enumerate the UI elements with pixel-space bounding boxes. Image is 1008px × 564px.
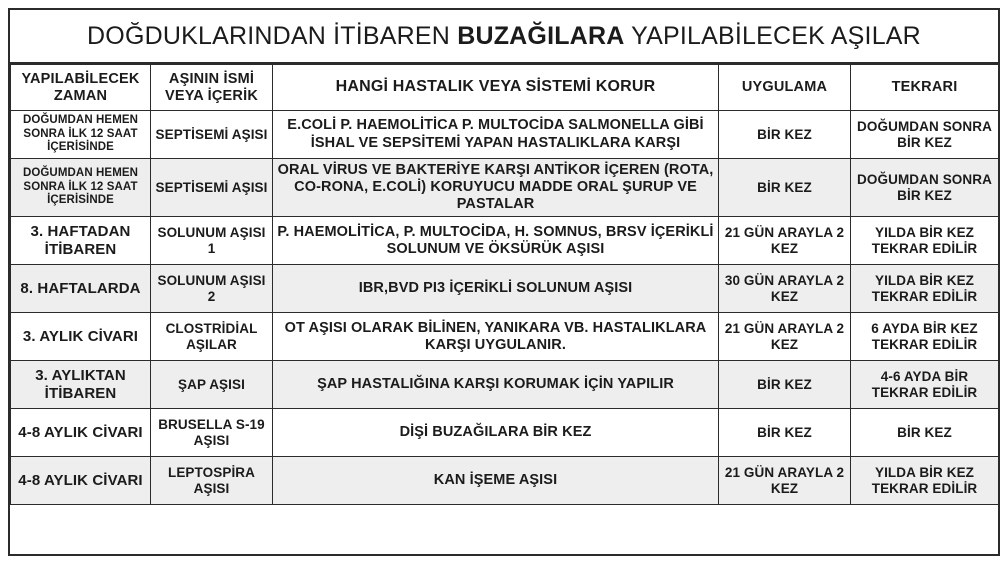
- document-title-row: [10, 10, 998, 64]
- cell-time: 3. HAFTADAN İTİBAREN: [11, 217, 151, 265]
- cell-disease: ORAL VİRUS VE BAKTERİYE KARŞI ANTİKOR İÇEREN (ROTA, CO-RONA, E.COLİ) KORUYUCU MADDE ORAL ŞURUP VE PASTALAR: [273, 159, 719, 217]
- cell-vaccine-name: SOLUNUM AŞISI 1: [151, 217, 273, 265]
- cell-time: 3. AYLIKTAN İTİBAREN: [11, 361, 151, 409]
- cell-disease: E.COLİ P. HAEMOLİTİCA P. MULTOCİDA SALMONELLA GİBİ İSHAL VE SEPSİTEMİ YAPAN HASTALIKLARA KARŞI: [273, 111, 719, 159]
- cell-disease: KAN İŞEME AŞISI: [273, 457, 719, 505]
- cell-vaccine-name: LEPTOSPİRA AŞISI: [151, 457, 273, 505]
- cell-disease: P. HAEMOLİTİCA, P. MULTOCİDA, H. SOMNUS, BRSV İÇERİKLİ SOLUNUM VE ÖKSÜRÜK AŞISI: [273, 217, 719, 265]
- cell-repeat: 6 AYDA BİR KEZ TEKRAR EDİLİR: [851, 313, 999, 361]
- column-header-vaccine-name: AŞININ İSMİ VEYA İÇERİK: [151, 65, 273, 111]
- cell-application: BİR KEZ: [719, 361, 851, 409]
- title-part-2: YAPILABİLECEK AŞILAR: [624, 21, 921, 50]
- cell-vaccine-name: CLOSTRİDİAL AŞILAR: [151, 313, 273, 361]
- column-header-time: YAPILABİLECEK ZAMAN: [11, 65, 151, 111]
- cell-application: 21 GÜN ARAYLA 2 KEZ: [719, 217, 851, 265]
- vaccination-table: [10, 64, 999, 505]
- table-row: [11, 409, 999, 457]
- column-header-repeat: TEKRARI: [851, 65, 999, 111]
- table-row: [11, 265, 999, 313]
- cell-disease: OT AŞISI OLARAK BİLİNEN, YANIKARA VB. HASTALIKLARA KARŞI UYGULANIR.: [273, 313, 719, 361]
- column-header-disease: HANGİ HASTALIK VEYA SİSTEMİ KORUR: [273, 65, 719, 111]
- cell-vaccine-name: BRUSELLA S-19 AŞISI: [151, 409, 273, 457]
- table-row: [11, 217, 999, 265]
- cell-time: 4-8 AYLIK CİVARI: [11, 457, 151, 505]
- cell-repeat: BİR KEZ: [851, 409, 999, 457]
- cell-repeat: DOĞUMDAN SONRA BİR KEZ: [851, 111, 999, 159]
- cell-repeat: DOĞUMDAN SONRA BİR KEZ: [851, 159, 999, 217]
- page-title: [87, 22, 921, 51]
- column-header-application: UYGULAMA: [719, 65, 851, 111]
- cell-repeat: YILDA BİR KEZ TEKRAR EDİLİR: [851, 265, 999, 313]
- cell-application: BİR KEZ: [719, 159, 851, 217]
- table-row: [11, 111, 999, 159]
- table-row: [11, 457, 999, 505]
- title-highlight: BUZAĞILARA: [457, 21, 625, 50]
- cell-disease: ŞAP HASTALIĞINA KARŞI KORUMAK İÇİN YAPILIR: [273, 361, 719, 409]
- cell-application: BİR KEZ: [719, 111, 851, 159]
- table-header-row: [11, 65, 999, 111]
- cell-application: 21 GÜN ARAYLA 2 KEZ: [719, 457, 851, 505]
- cell-disease: IBR,BVD PI3 İÇERİKLİ SOLUNUM AŞISI: [273, 265, 719, 313]
- cell-application: 21 GÜN ARAYLA 2 KEZ: [719, 313, 851, 361]
- cell-repeat: YILDA BİR KEZ TEKRAR EDİLİR: [851, 217, 999, 265]
- table-row: [11, 361, 999, 409]
- cell-time: 3. AYLIK CİVARI: [11, 313, 151, 361]
- cell-time: 4-8 AYLIK CİVARI: [11, 409, 151, 457]
- cell-time: DOĞUMDAN HEMEN SONRA İLK 12 SAAT İÇERİSİNDE: [11, 111, 151, 159]
- title-part-1: DOĞDUKLARINDAN İTİBAREN: [87, 21, 458, 50]
- cell-repeat: 4-6 AYDA BİR TEKRAR EDİLİR: [851, 361, 999, 409]
- table-row: [11, 313, 999, 361]
- cell-time: 8. HAFTALARDA: [11, 265, 151, 313]
- table-row: [11, 159, 999, 217]
- cell-vaccine-name: ŞAP AŞISI: [151, 361, 273, 409]
- cell-time: DOĞUMDAN HEMEN SONRA İLK 12 SAAT İÇERİSİNDE: [11, 159, 151, 217]
- cell-vaccine-name: SEPTİSEMİ AŞISI: [151, 111, 273, 159]
- cell-application: 30 GÜN ARAYLA 2 KEZ: [719, 265, 851, 313]
- vaccination-table-card: [8, 8, 1000, 556]
- cell-disease: DİŞİ BUZAĞILARA BİR KEZ: [273, 409, 719, 457]
- cell-repeat: YILDA BİR KEZ TEKRAR EDİLİR: [851, 457, 999, 505]
- cell-vaccine-name: SOLUNUM AŞISI 2: [151, 265, 273, 313]
- table-header: [11, 65, 999, 111]
- cell-vaccine-name: SEPTİSEMİ AŞISI: [151, 159, 273, 217]
- cell-application: BİR KEZ: [719, 409, 851, 457]
- table-body: [11, 111, 999, 505]
